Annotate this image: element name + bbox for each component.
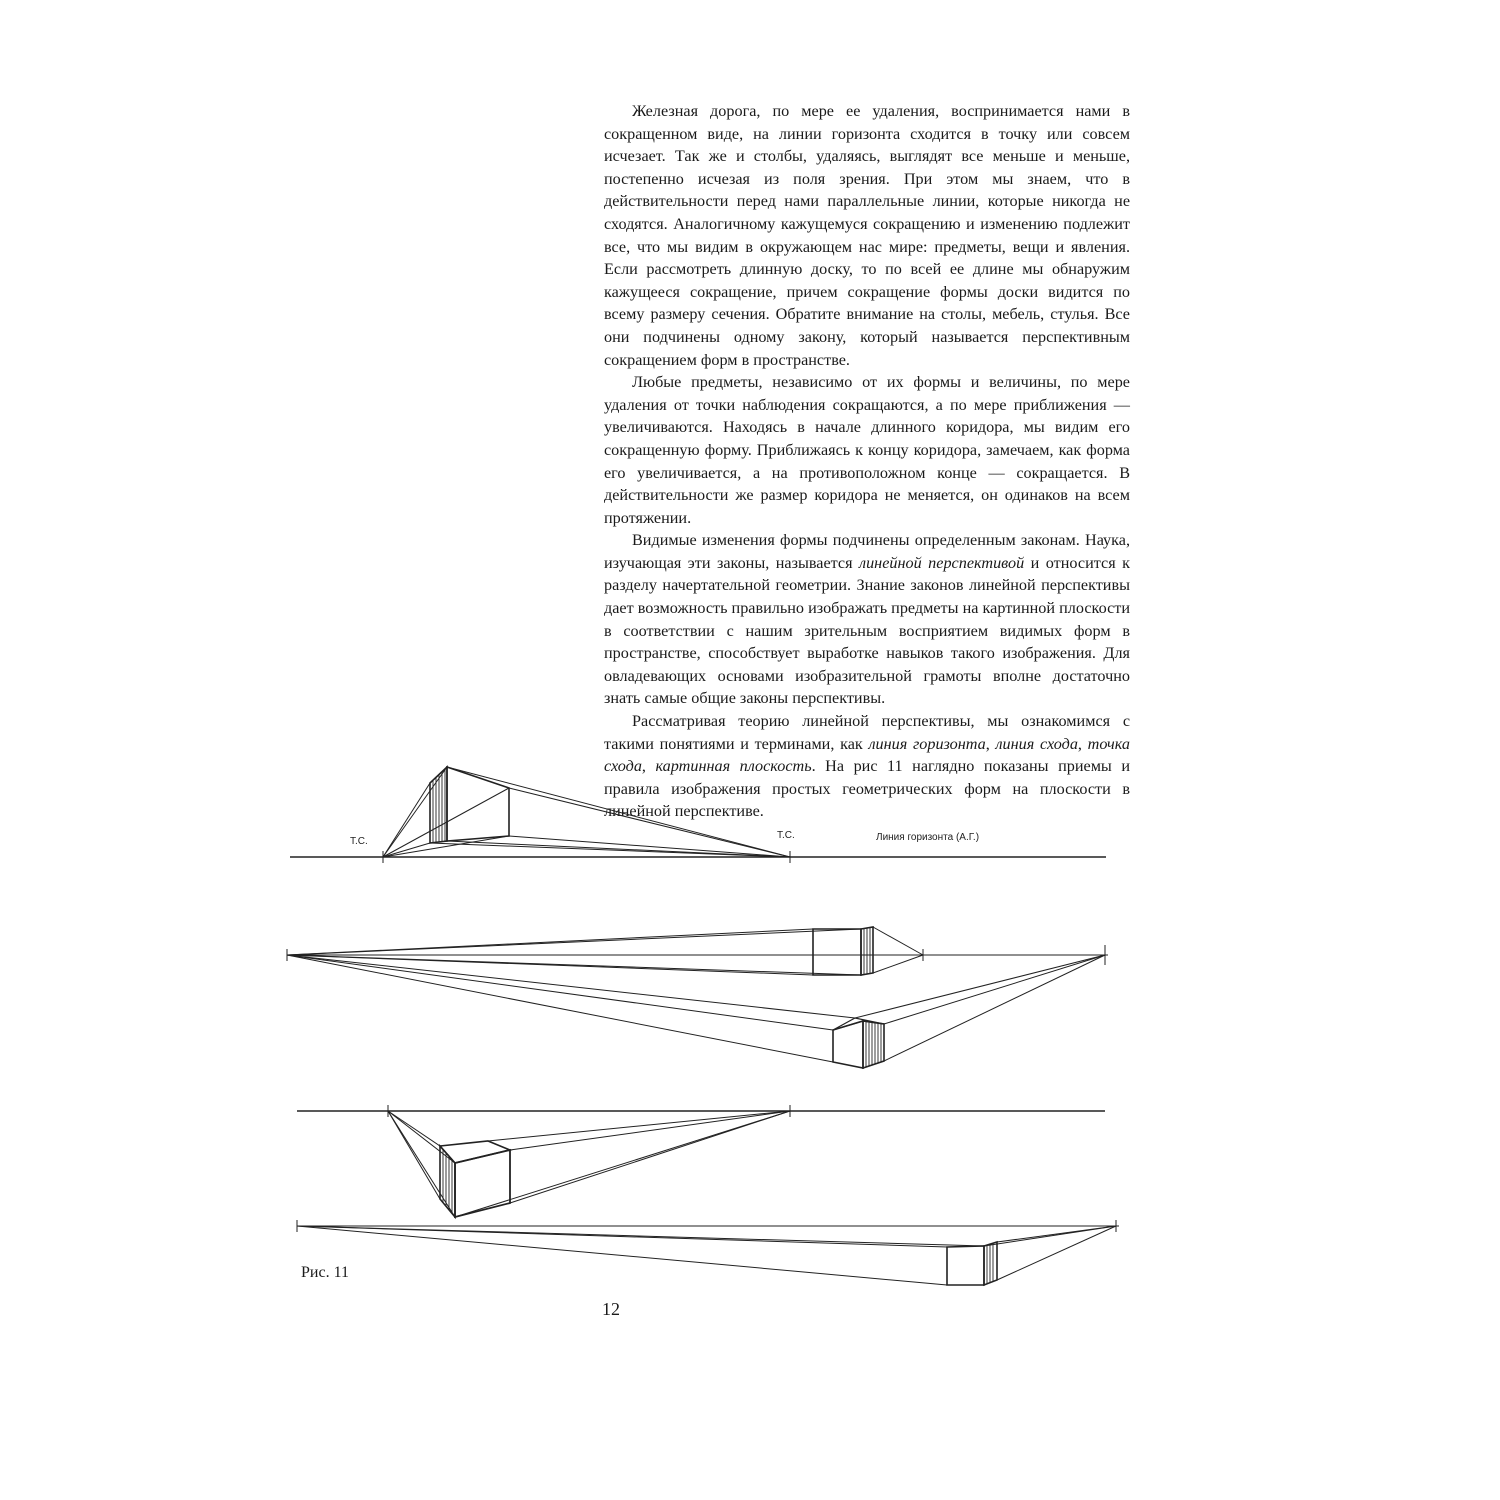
diagram-1 — [290, 767, 1106, 863]
vanishing-point-label-right: Т.С. — [777, 830, 795, 841]
term: линейной перспективой — [859, 553, 1025, 572]
text-run: Видимые изменения формы подчинены определенным законам. Наука, изучающая эти законы, называется — [604, 531, 1130, 572]
diagram-3 — [297, 1105, 1105, 1217]
figure-caption: Рис. 11 — [301, 1264, 349, 1281]
text-run: , — [1077, 734, 1088, 753]
diagram-2 — [287, 927, 1108, 1068]
text-run: Любые предметы, независимо от их формы и величины, по мере удаления от точки наблюдения сокращаются, а по мере приближения — увеличиваются. Находясь в начале длинного коридора, мы видим его сокращенную форму. Приближаясь к концу коридора, замечаем, как форма его увеличивается, а на противоположном конце — сокращается. В действительности же размер коридора не меняется, он одинаков на всем протяжении. — [604, 373, 1130, 527]
text-run: , — [641, 757, 656, 776]
text-run: Рассматривая теорию линейной перспективы, мы ознакомимся с такими понятиями и терминами, как — [604, 712, 1130, 753]
term: картинная плоскость — [655, 757, 812, 776]
text-run: и относится к разделу начертательной геометрии. Знание законов линейной перспективы дает возможность правильно изображать предметы на картинной плоскости в соответствии с нашим зрительным восприятием видимых форм в пространстве, способствует выработке навыков такого изображения. Для овладевающих основами изобразительной грамоты вполне достаточно знать самые общие законы перспективы. — [604, 553, 1130, 708]
text-run: Железная дорога, по мере ее удаления, воспринимается нами в сокращенном виде, на линии горизонта сходится в точку или совсем исчезает. Так же и столбы, удаляясь, выглядят все меньше и меньше, постепенно исчезая из поля зрения. При этом мы знаем, что в действительности перед нами параллельные линии, которые никогда не сходятся. Аналогичному кажущемуся сокращению и изменению подлежит все, что мы видим в окружающем нас мире: предметы, вещи и явления. Если рассмотреть длинную доску, то по всей ее длине мы обнаружим кажущееся сокращение, причем сокращение формы доски видится по всему размеру сечения. Обратите внимание на столы, мебель, стулья. Все они подчинены одному закону, который называется перспективным сокращением форм в пространстве. — [604, 102, 1130, 369]
term: линия горизонта — [868, 734, 986, 753]
horizon-line-label: Линия горизонта (А.Г.) — [876, 832, 980, 843]
vanishing-point-label-left: Т.С. — [350, 836, 368, 847]
term: линия схода — [995, 734, 1078, 753]
text-run: , — [985, 734, 996, 753]
text-run: . На рис 11 наглядно показаны приемы и правила изображения простых геометрических форм на плоскости в линейной перспективе. — [604, 757, 1131, 821]
term: точка схода — [604, 734, 1131, 776]
diagram-4 — [297, 1220, 1119, 1285]
page-number: 12 — [602, 1299, 620, 1319]
